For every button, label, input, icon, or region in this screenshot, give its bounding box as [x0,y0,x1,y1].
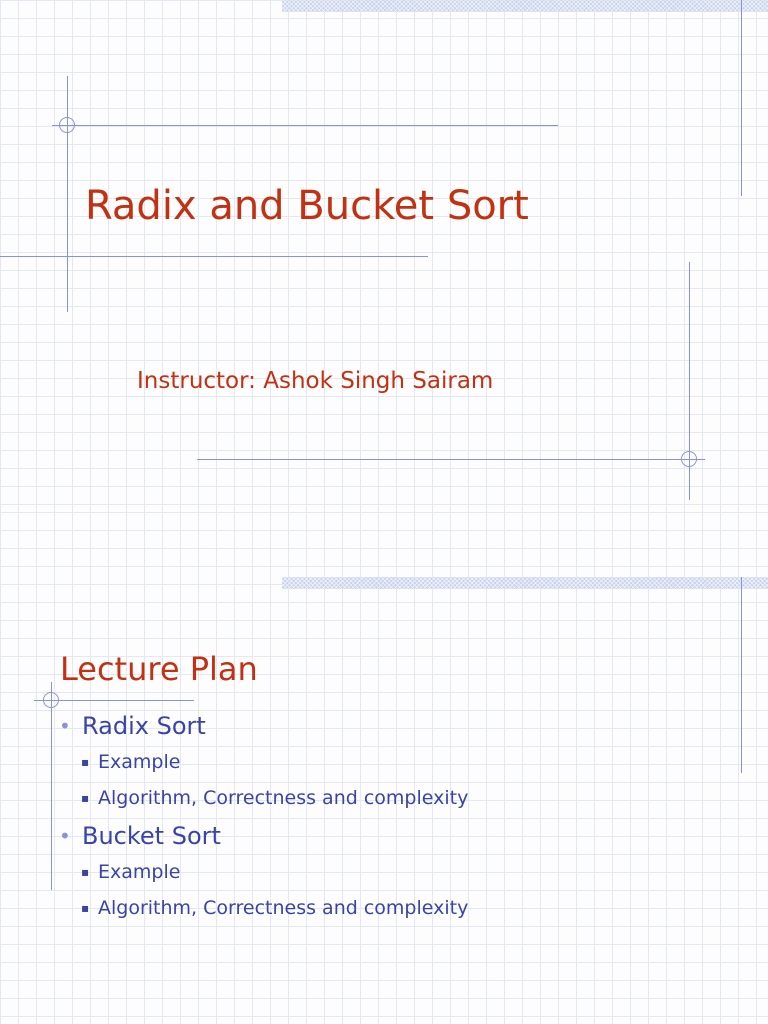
bullet-list [58,712,468,932]
square-bullet-icon: ▪ [81,901,90,915]
square-bullet-icon: ▪ [81,791,90,805]
bullet-dot-icon: • [59,824,71,848]
bullet-text: Radix Sort [82,712,206,740]
slide-title: Lecture Plan [60,650,258,688]
sub-bullet-text: Example [98,751,181,773]
square-bullet-icon: ▪ [81,755,90,769]
list-item [58,822,468,932]
slide-title: Radix and Bucket Sort [85,183,529,229]
left-vertical-rule [51,682,52,890]
sub-bullet-text: Example [98,861,181,883]
top-hatched-bar [282,577,768,589]
sub-bullet-list [58,750,468,822]
bullet-dot-icon: • [59,714,71,738]
sub-list-item [58,750,468,786]
sub-bullet-text: Algorithm, Correctness and complexity [98,897,469,919]
sub-list-item [58,896,468,932]
right-edge-rule [741,0,742,196]
registration-mark-icon [59,117,75,133]
sub-bullet-list [58,860,468,932]
bullet-text: Bucket Sort [82,822,221,850]
top-hatched-bar [282,0,768,12]
sub-list-item [58,786,468,822]
registration-mark-icon [43,692,59,708]
slide-subtitle: Instructor: Ashok Singh Sairam [137,368,494,394]
sub-list-item [58,860,468,896]
registration-mark-icon [681,451,697,467]
title-underline-rule [0,256,428,257]
right-edge-rule [741,577,742,773]
left-vertical-rule [67,76,68,312]
bottom-horizontal-rule [197,459,705,460]
top-horizontal-rule [52,125,558,126]
lecture-plan-slide [0,512,768,1024]
list-item [58,712,468,822]
sub-bullet-text: Algorithm, Correctness and complexity [98,787,469,809]
square-bullet-icon: ▪ [81,865,90,879]
